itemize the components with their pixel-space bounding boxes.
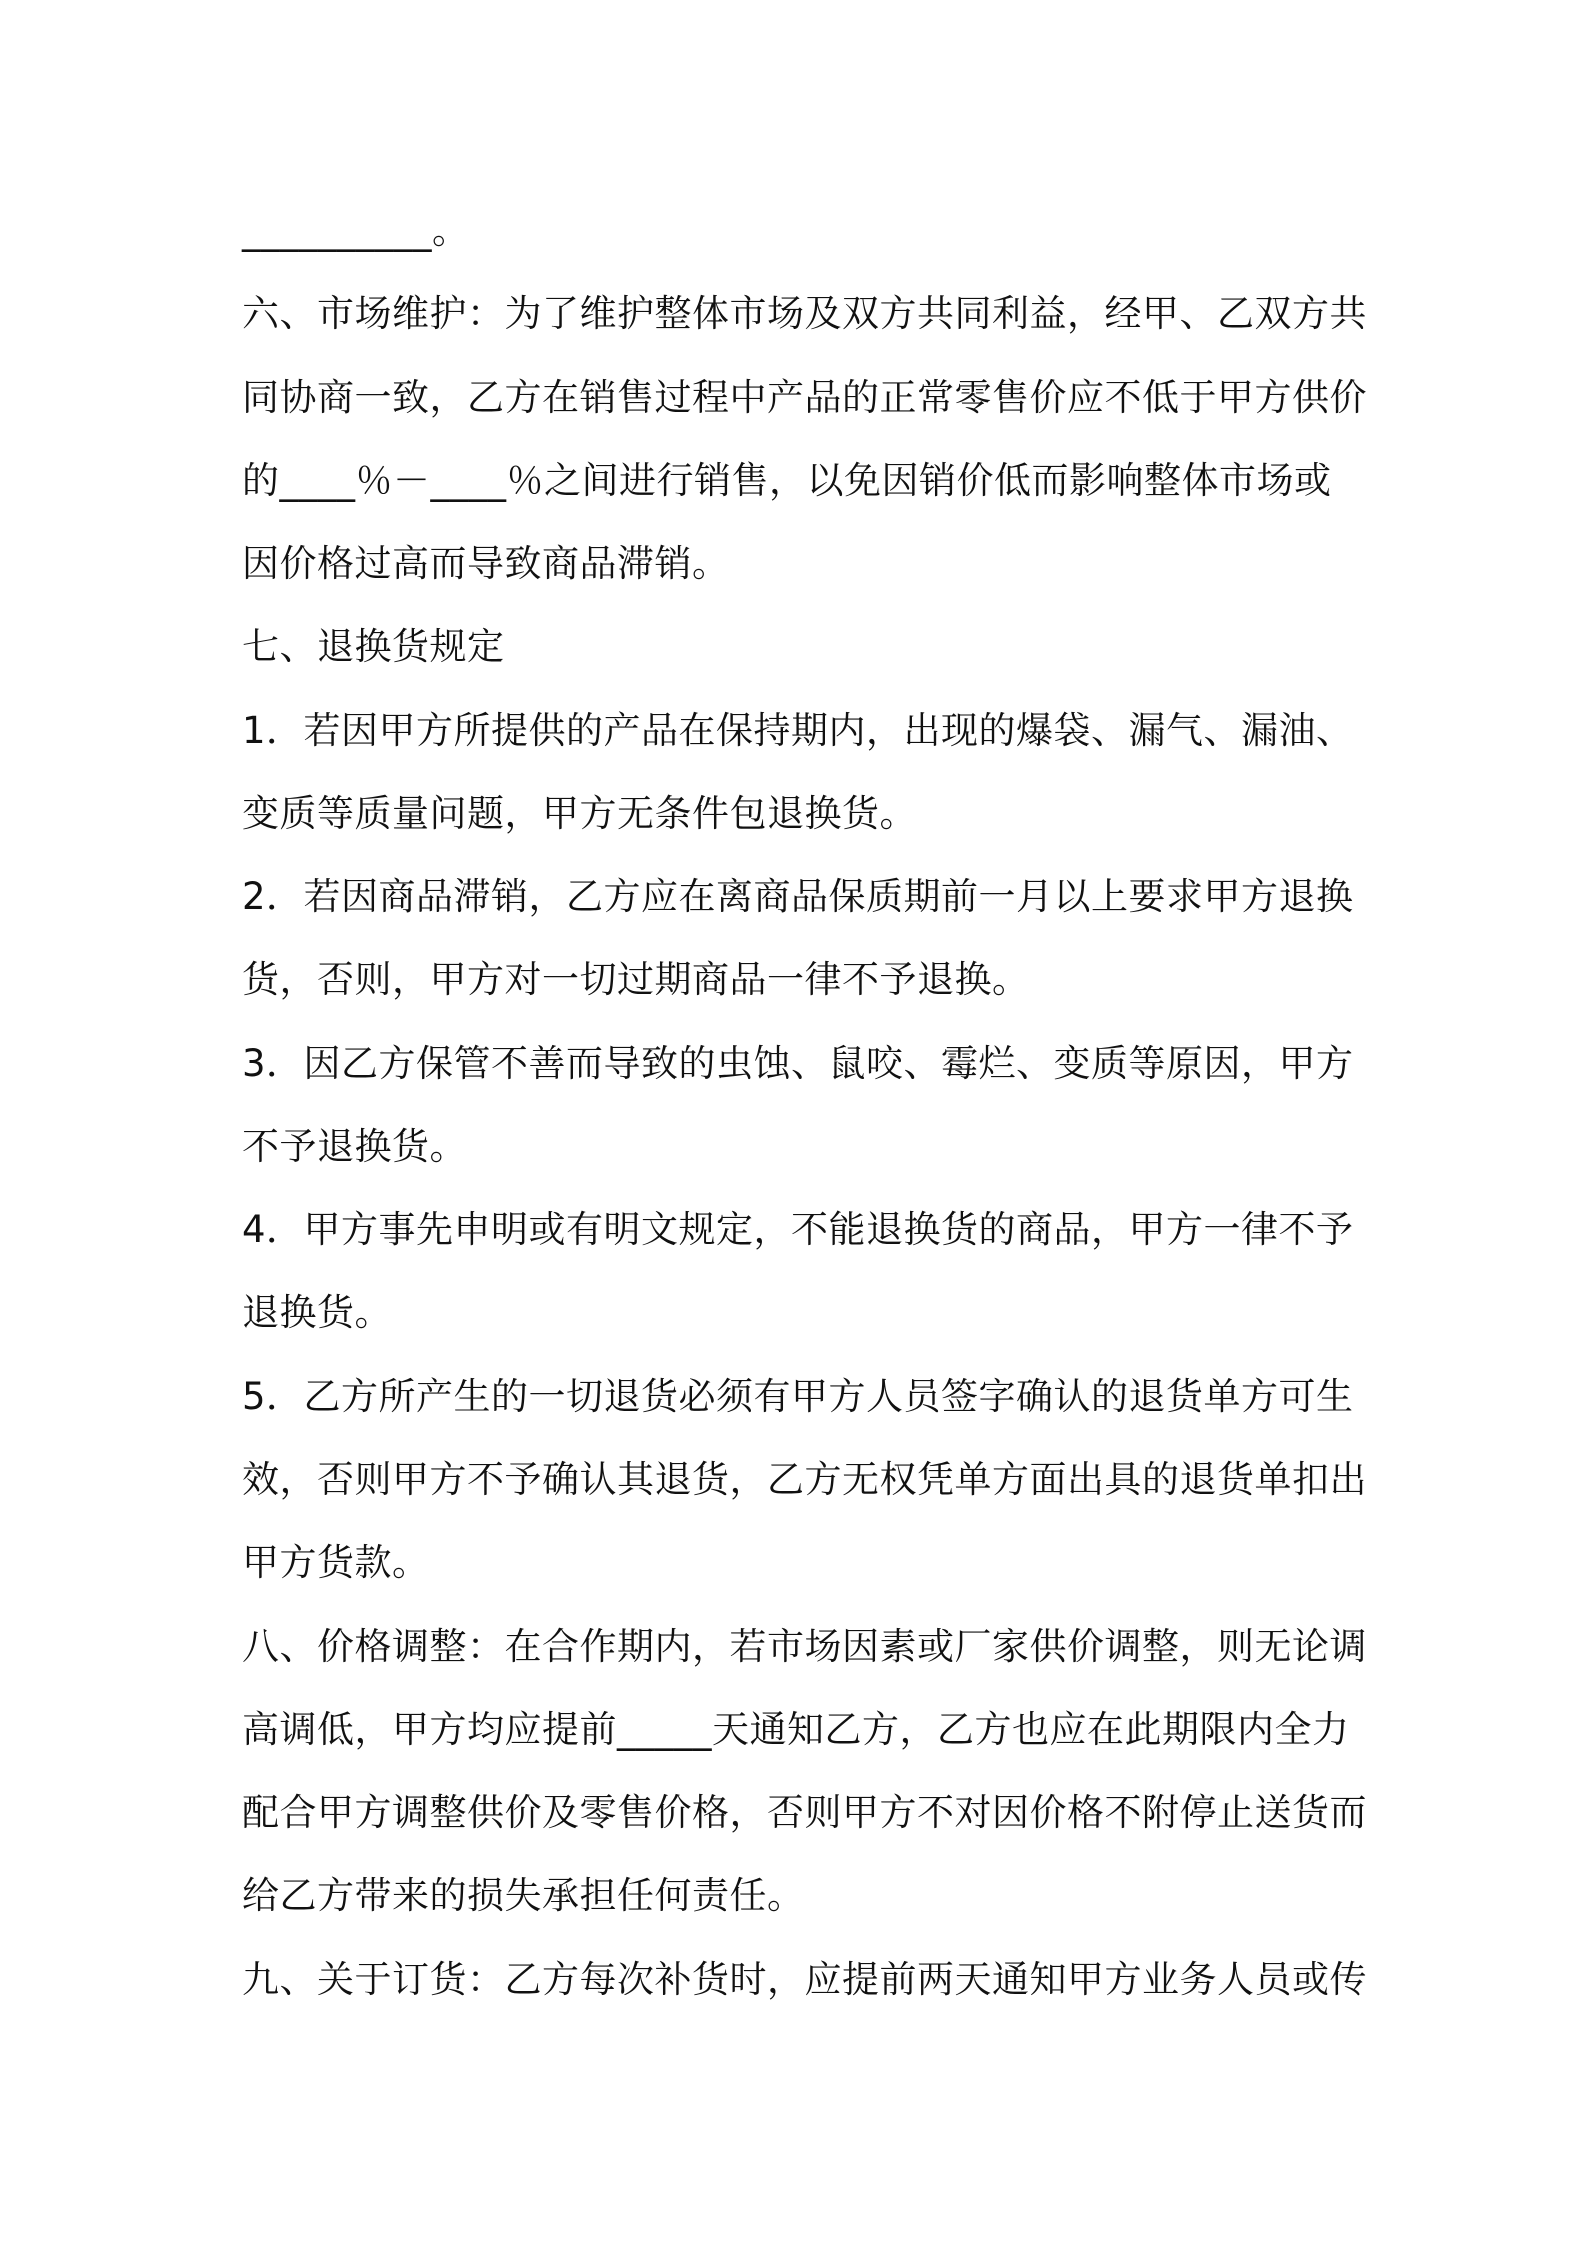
text-line: 九、关于订货：乙方每次补货时，应提前两天通知甲方业务人员或传 [242, 1958, 1367, 2001]
text-line: 配合甲方调整供价及零售价格，否则甲方不对因价格不附停止送货而 [242, 1791, 1367, 1834]
text-line: 的____％－____％之间进行销售，以免因销价低而影响整体市场或 [242, 459, 1332, 502]
text-line: __________。 [242, 209, 470, 252]
text-line: 不予退换货。 [242, 1125, 467, 1168]
text-line: 同协商一致，乙方在销售过程中产品的正常零售价应不低于甲方供价 [242, 376, 1367, 419]
text-line: 八、价格调整：在合作期内，若市场因素或厂家供价调整，则无论调 [242, 1625, 1367, 1668]
text-line: 变质等质量问题，甲方无条件包退换货。 [242, 792, 917, 835]
text-line: 退换货。 [242, 1291, 392, 1334]
text-line: 六、市场维护：为了维护整体市场及双方共同利益，经甲、乙双方共 [242, 292, 1367, 335]
text-line: 高调低，甲方均应提前_____天通知乙方，乙方也应在此期限内全力 [242, 1708, 1350, 1751]
text-line: 4．甲方事先申明或有明文规定，不能退换货的商品，甲方一律不予 [242, 1208, 1354, 1251]
text-line: 货，否则，甲方对一切过期商品一律不予退换。 [242, 958, 1030, 1001]
text-line: 效，否则甲方不予确认其退货，乙方无权凭单方面出具的退货单扣出 [242, 1458, 1367, 1501]
text-line: 因价格过高而导致商品滞销。 [242, 542, 730, 585]
text-line: 1．若因甲方所提供的产品在保持期内，出现的爆袋、漏气、漏油、 [242, 709, 1354, 752]
text-line: 甲方货款。 [242, 1541, 430, 1584]
text-line: 给乙方带来的损失承担任何责任。 [242, 1874, 805, 1917]
text-line: 3．因乙方保管不善而导致的虫蚀、鼠咬、霉烂、变质等原因，甲方 [242, 1042, 1354, 1085]
text-line: 5．乙方所产生的一切退货必须有甲方人员签字确认的退货单方可生 [242, 1375, 1354, 1418]
section-heading: 七、退换货规定 [242, 625, 505, 668]
text-line: 2．若因商品滞销，乙方应在离商品保质期前一月以上要求甲方退换 [242, 875, 1354, 918]
